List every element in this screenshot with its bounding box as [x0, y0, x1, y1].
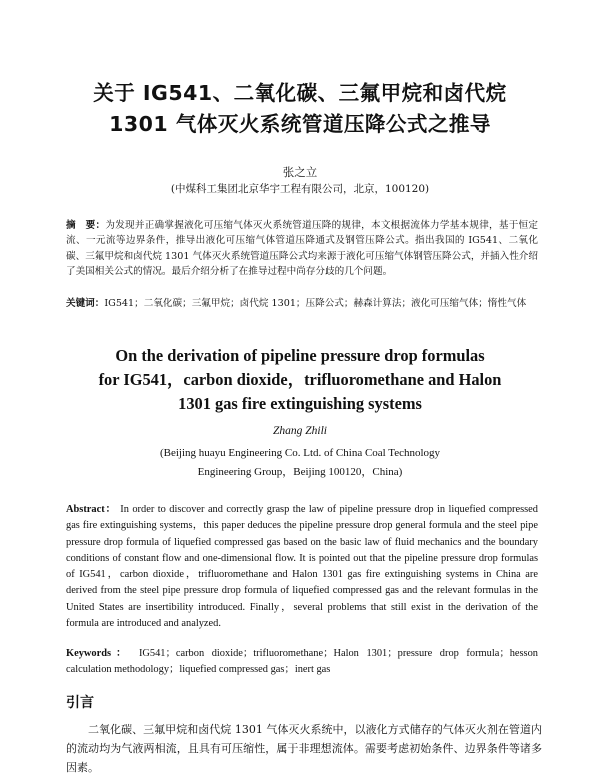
chinese-title-line-1: 关于 IG541、二氧化碳、三氟甲烷和卤代烷 [93, 81, 507, 105]
english-abstract [66, 502, 538, 632]
english-keywords-text: IG541；carbon dioxide；trifluoromethane；Halon 1301；pressure drop formula；hesson calculation methodology；liquefied compressed gas；inert gas [66, 648, 538, 676]
body-paragraph: 二氧化碳、三氟甲烷和卤代烷 1301 气体灭火系统中，以液化方式储存的气体灭火剂在管道内的流动均为气液两相流，且具有可压缩性，属于非理想流体。需要考虑初始条件、边界条件等诸多因素。 [66, 723, 542, 774]
chinese-keywords-text: IG541；二氧化碳；三氟甲烷；卤代烷 1301；压降公式；赫森计算法；液化可压缩气体；惰性气体 [104, 298, 527, 309]
english-author: Zhang Zhili [272, 425, 327, 437]
english-affiliation [40, 444, 560, 481]
english-affiliation-line-1: (Beijing huayu Engineering Co. Ltd. of China Coal Technology [159, 447, 441, 459]
english-abstract-text: In order to discover and correctly grasp the law of pipeline pressure drop in liquefied compressed gas fire extinguishing systems，this paper deduces the pipeline pressure drop general formula and the steel pipe pressure drop formula of liquefied compressed gas based on the basic law of fluid mechanics and the boundary conditions of constant flow and one-dimensional flow. It is pointed out that the pipeline pressure drop formulas of IG541，carbon dioxide，trifluoromethane and Halon 1301 gas fire extinguishing systems in China are derived from the steel pipe pressure drop formula of liquefied compressed gas and the relevant formulas in the United States are insertibility introduced. Finally，several problems that still exist in the derivation of the formula are introduced and analyzed. [66, 504, 538, 630]
section-heading-introduction: 引言 [66, 695, 94, 711]
english-title-line-2: for IG541，carbon dioxide，trifluoromethane and Halon [98, 370, 502, 389]
english-title-line-1: On the derivation of pipeline pressure drop formulas [115, 346, 485, 365]
chinese-author: 张之立 [282, 165, 318, 179]
english-affiliation-line-2: Engineering Group，Beijing 100120，China) [197, 465, 403, 478]
chinese-keywords-label: 关键词： [66, 298, 105, 309]
chinese-abstract-text: 为发现并正确掌握液化可压缩气体灭火系统管道压降的规律，本文根据流体力学基本规律，基于恒定流、一元流等边界条件，推导出液化可压缩气体管道压降通式及钢管压降公式。指出我国的 IG541、二氧化碳、三氟甲烷和卤代烷 1301 气体灭火系统管道压降公式均来源于液化可压缩气体钢管压降公式，并插入性介绍了美国相关公式的情况。最后介绍分析了在推导过程中尚存分歧的几个问题。 [66, 220, 539, 278]
english-title-line-3: 1301 gas fire extinguishing systems [178, 394, 422, 413]
english-keywords-label: Keywords： [66, 648, 132, 659]
chinese-abstract [66, 218, 538, 280]
chinese-affiliation: (中煤科工集团北京华宇工程有限公司，北京，100120) [170, 183, 430, 195]
english-abstract-label: Abstract： [66, 504, 117, 515]
chinese-keywords [66, 296, 538, 311]
english-keywords [66, 646, 538, 679]
chinese-title-line-2: 1301 气体灭火系统管道压降公式之推导 [109, 112, 491, 136]
chinese-abstract-label: 摘 要： [66, 220, 106, 231]
